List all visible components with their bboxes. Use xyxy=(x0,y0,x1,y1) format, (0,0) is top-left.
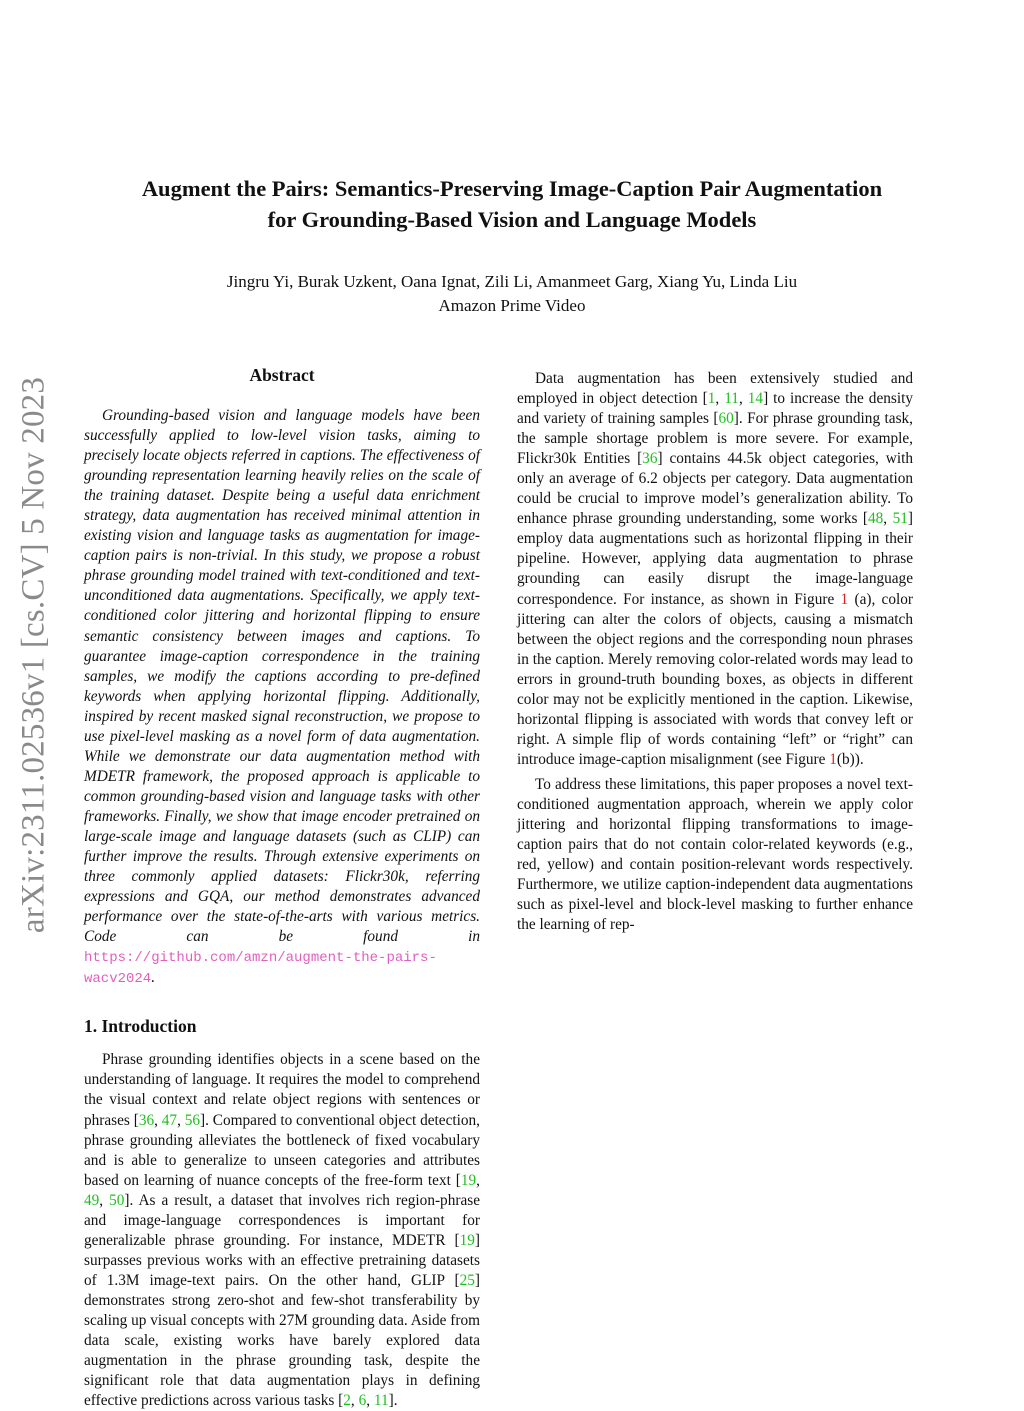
text-span: ]. For phrase grounding task, the sample shortage problem is more severe. For example, Flickr30k Entities [ xyxy=(517,410,913,468)
citation-link[interactable]: 19 xyxy=(460,1171,477,1189)
citation-link[interactable]: 14 xyxy=(747,390,764,408)
intro-paragraph-3: To address these limitations, this paper proposes a novel text-conditioned augmentation approach, wherein we apply color jittering and horizontal flipping transformations to image-caption pairs that do not contain color-related keywords (e.g., red, yellow) and contain position-relevant words respectively. Furthermore, we utilize caption-independent data augmentations such as pixel-level and block-level masking to further enhance the learning of rep- xyxy=(517,775,913,934)
citation-link[interactable]: 11 xyxy=(724,390,739,408)
intro-paragraph-1: Phrase grounding identifies objects in a scene based on the understanding of language. It requires the model to comprehend the visual context and relate object regions with sentences or phrases [36, 47, 56]. Compared to conventional object detection, phrase grounding alleviates the bottleneck of fixed vocabulary and is able to generalize to unseen categories and attributes based on learning of nuance concepts of the free-form text [19, 49, 50]. As a result, a dataset that involves rich region-phrase and image-language correspondences is important for generalizable phrase grounding. For instance, MDETR [19] surpasses previous works with an effective pretraining datasets of 1.3M image-text pairs. On the other hand, GLIP [25] demonstrates strong zero-shot and few-shot transferability by scaling up visual concepts with 27M grounding data. Aside from data scale, existing works have barely explored data augmentation in the phrase grounding task, despite the significant role that data augmentation plays in defining effective predictions across various tasks [2, 6, 11]. xyxy=(84,1051,480,1410)
citation-link[interactable]: 6 xyxy=(358,1392,367,1410)
figure-ref-link[interactable]: 1 xyxy=(840,590,849,608)
intro-paragraph-2: Data augmentation has been extensively studied and employed in object detection [1, 11, 14] to increase the density and variety of training samples [60]. For phrase grounding task, the sample shortage problem is more severe. For example, Flickr30k Entities [36] contains 44.5k object categories, with only an average of 6.2 objects per category. Data augmentation could be crucial to improve model’s generalization ability. To enhance phrase grounding understanding, some works [48, 51] employ data augmentations such as horizontal flipping in their pipeline. However, applying data augmentation to phrase grounding can easily disrupt the image-language correspondence. For instance, as shown in Figure 1 (a), color jittering can alter the colors of objects, causing a mismatch between the object regions and the corresponding noun phrases in the caption. Merely removing color-related words may lead to errors in ground-truth bounding boxes, as objects in different color may not be explicitly mentioned in the caption. Likewise, horizontal flipping is associated with words that convey left or right. A simple flip of words containing “left” or “right” can introduce image-caption misalignment (see Figure 1(b)). xyxy=(517,370,913,768)
abstract-end: . xyxy=(151,969,156,987)
figure-ref-link[interactable]: 1 xyxy=(829,750,837,768)
introduction-heading: 1. Introduction xyxy=(84,1016,197,1037)
citation-link[interactable]: 36 xyxy=(138,1111,155,1129)
paper-title xyxy=(84,173,940,235)
citation-link[interactable]: 50 xyxy=(109,1191,125,1209)
text-span: ] employ data augmentations such as horizontal flipping in their pipeline. However, applying data augmentation to phrase grounding can easily disrupt the image-language correspondence. For instance, as shown in Figure xyxy=(517,510,913,608)
arxiv-sidebar xyxy=(8,352,60,958)
citation-link[interactable]: 2 xyxy=(343,1392,351,1410)
text-span: ]. Compared to conventional object detection, phrase grounding alleviates the bottleneck of fixed vocabulary and is able to generalize to unseen categories and attributes based on learning of nuance concepts of the free-form text [ xyxy=(84,1111,480,1189)
text-span: ] surpasses previous works with an effective pretraining datasets of 1.3M image-text pairs. On the other hand, GLIP [ xyxy=(84,1231,480,1289)
citation-link[interactable]: 47 xyxy=(161,1111,178,1129)
left-column xyxy=(84,364,480,1411)
citation-link[interactable]: 25 xyxy=(459,1271,475,1289)
citation-link[interactable]: 51 xyxy=(892,510,908,528)
text-span: Data augmentation has been extensively studied and employed in object detection [ xyxy=(517,370,913,408)
abstract-heading: Abstract xyxy=(249,365,315,385)
text-span: (a), color jittering can alter the colors of objects, causing a mismatch between the object regions and the corresponding noun phrases in the caption. Merely removing color-related words may lead to errors in ground-truth bounding boxes, as objects in different color may not be explicitly mentioned in the caption. Likewise, horizontal flipping is associated with words that convey left or right. A simple flip of words containing “left” or “right” can introduce image-caption misalignment (see Figure xyxy=(517,590,913,768)
abstract-body xyxy=(84,406,480,989)
author-list: Jingru Yi, Burak Uzkent, Oana Ignat, Zili Li, Amanmeet Garg, Xiang Yu, Linda Liu xyxy=(226,272,798,291)
abstract-text: Grounding-based vision and language models have been successfully applied to low-level vision tasks, aiming to precisely locate objects referred in captions. The effectiveness of grounding representation learning heavily relies on the scale of the training dataset. Despite being a useful data enrichment strategy, data augmentation has received minimal attention in existing vision and language tasks as augmentation for image-caption pairs is non-trivial. In this study, we propose a robust phrase grounding model trained with text-conditioned and text-unconditioned data augmentations. Specifically, we apply text-conditioned color jittering and horizontal flipping to ensure semantic consistency between images and captions. To guarantee image-caption correspondence in the training samples, we modify the captions according to pre-defined keywords when applying horizontal flipping. Additionally, inspired by recent masked signal reconstruction, we propose to use pixel-level masking as a novel form of data augmentation. While we demonstrate our data augmentation method with MDETR framework, the proposed approach is applicable to common grounding-based vision and language tasks with other frameworks. Finally, we show that image encoder pretrained on large-scale image and language datasets (such as CLIP) can further improve the results. Through extensive experiments on three commonly applied datasets: Flickr30k, referring expressions and GQA, our method demonstrates advanced performance over the state-of-the-arts with various metrics. Code can be found in xyxy=(84,407,480,946)
affiliation: Amazon Prime Video xyxy=(438,296,586,315)
text-span: ] demonstrates strong zero-shot and few-shot transferability by scaling up visual concepts with 27M grounding data. Aside from data scale, existing works have barely explored data augmentation in the phrase grounding task, despite the significant role that data augmentation plays in defining effective predictions across various tasks [ xyxy=(84,1271,480,1410)
text-span: ] contains 44.5k object categories, with only an average of 6.2 objects per category. Data augmentation could be crucial to improve model’s generalization ability. To enhance phrase grounding understanding, some works [ xyxy=(517,450,913,528)
citation-link[interactable]: 11 xyxy=(373,1392,389,1410)
arxiv-identifier: arXiv:2311.02536v1 [cs.CV] 5 Nov 2023 xyxy=(15,376,52,934)
author-block xyxy=(84,270,940,318)
text-span: ]. xyxy=(388,1392,398,1410)
citation-link[interactable]: 60 xyxy=(718,410,734,428)
title-line-2: for Grounding-Based Vision and Language Models xyxy=(267,207,757,232)
citation-link[interactable]: 56 xyxy=(184,1111,201,1129)
citation-link[interactable]: 48 xyxy=(868,510,884,528)
text-span: ]. As a result, a dataset that involves rich region-phrase and image-language correspondences is important for generalizable phrase grounding. For instance, MDETR [ xyxy=(84,1191,480,1249)
text-span: ] to increase the density and variety of training samples [ xyxy=(517,390,913,428)
citation-link[interactable]: 1 xyxy=(707,390,716,408)
code-link[interactable]: https://github.com/amzn/augment-the-pairs-wacv2024 xyxy=(84,950,437,988)
right-column xyxy=(517,364,913,935)
text-span: (b)). xyxy=(836,750,864,768)
citation-link[interactable]: 36 xyxy=(642,450,658,468)
citation-link[interactable]: 49 xyxy=(84,1191,100,1209)
citation-link[interactable]: 19 xyxy=(459,1231,475,1249)
text-span: Phrase grounding identifies objects in a scene based on the understanding of language. It requires the model to comprehend the visual context and relate object regions with sentences or phrases [ xyxy=(84,1051,480,1129)
title-line-1: Augment the Pairs: Semantics-Preserving Image-Caption Pair Augmentation xyxy=(141,176,883,201)
